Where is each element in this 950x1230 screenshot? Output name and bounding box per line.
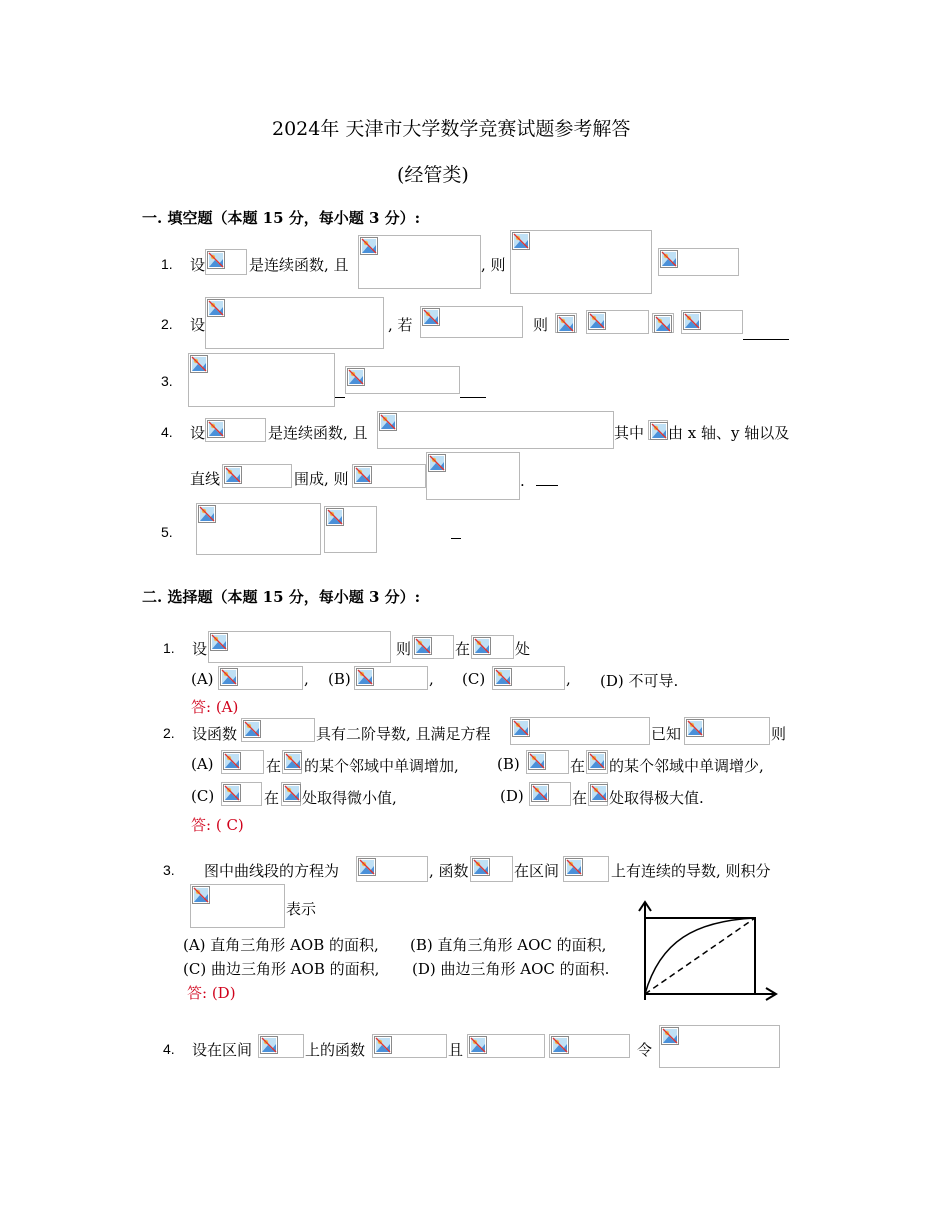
question-text: 是连续函数, 且 (268, 424, 368, 442)
formula-image (356, 856, 428, 882)
question-text: 上的函数 (305, 1041, 366, 1059)
broken-image-icon (283, 784, 301, 802)
question-number: 3. (163, 862, 175, 878)
broken-image-icon (356, 668, 374, 686)
formula-image (258, 1034, 304, 1058)
formula-image (218, 666, 303, 690)
broken-image-icon (207, 251, 225, 269)
broken-image-icon (473, 637, 491, 655)
diagonal-dashed-line (645, 918, 755, 994)
question-number: 5. (161, 524, 173, 540)
question-text: 则 (396, 640, 412, 658)
question-text: 由 x 轴、y 轴以及 (668, 424, 790, 442)
formula-image (659, 1025, 780, 1068)
formula-image (467, 1034, 545, 1058)
formula-image (529, 782, 571, 806)
page-title: 2024年 天津市大学数学竞赛试题参考解答 (272, 118, 631, 140)
formula-image (420, 306, 523, 338)
question-number: 1. (163, 640, 175, 656)
broken-image-icon (557, 315, 575, 333)
question-text: 处 (515, 640, 531, 658)
curve-figure (630, 896, 782, 1006)
question-text: 已知 (651, 725, 682, 743)
question-number: 2. (163, 725, 175, 741)
section-heading-multiple-choice: 二. 选择题（本题 15 分，每小题 3 分）: (142, 588, 421, 606)
formula-image (658, 248, 739, 276)
formula-image (549, 1034, 630, 1058)
option-text: 处取得微小值, (302, 789, 397, 807)
formula-image (205, 418, 266, 442)
formula-image (684, 717, 770, 745)
broken-image-icon (360, 237, 378, 255)
formula-image (324, 506, 377, 553)
question-text: 在 (455, 640, 471, 658)
question-text: , 若 (388, 316, 413, 334)
answer-text: 答: (A) (191, 698, 239, 716)
formula-image (510, 717, 650, 745)
question-text: 是连续函数, 且 (249, 256, 349, 274)
formula-image (205, 297, 384, 349)
broken-image-icon (551, 1036, 569, 1054)
formula-image (526, 750, 569, 774)
formula-image (681, 310, 743, 334)
formula-image (196, 503, 321, 555)
question-text: , 函数 (429, 862, 469, 880)
formula-image (372, 1034, 447, 1058)
question-text: 其中 (614, 424, 645, 442)
answer-text: 答: ( C) (191, 816, 244, 834)
question-text: 上有连续的导数, 则积分 (611, 862, 771, 880)
broken-image-icon (531, 784, 549, 802)
broken-image-icon (686, 719, 704, 737)
broken-image-icon (210, 633, 228, 651)
question-text: 令 (637, 1041, 653, 1059)
question-text: 则 (771, 725, 787, 743)
broken-image-icon (374, 1036, 392, 1054)
formula-image (652, 313, 674, 333)
formula-image (282, 750, 302, 774)
broken-image-icon (588, 312, 606, 330)
broken-image-icon (260, 1036, 278, 1054)
broken-image-icon (326, 508, 344, 526)
question-text: 则 (533, 316, 549, 334)
broken-image-icon (469, 1036, 487, 1054)
formula-image (354, 666, 428, 690)
option-a-label: (A) 直角三角形 AOB 的面积, (183, 936, 379, 954)
formula-image (345, 366, 460, 394)
option-text: 在 (570, 757, 586, 775)
broken-image-icon (224, 466, 242, 484)
question-text: 设 (192, 640, 208, 658)
broken-image-icon (512, 232, 530, 250)
formula-image (377, 411, 614, 449)
formula-image (648, 420, 668, 440)
formula-image (352, 464, 426, 488)
formula-image (426, 452, 520, 500)
broken-image-icon (472, 858, 490, 876)
question-number: 4. (161, 424, 173, 440)
option-d-label: (D) (500, 787, 524, 805)
broken-image-icon (588, 752, 606, 770)
broken-image-icon (650, 422, 668, 440)
question-text: 图中曲线段的方程为 (204, 862, 340, 880)
question-text: 设 (190, 424, 206, 442)
formula-image (221, 750, 264, 774)
option-text: 的某个邻域中单调增少, (609, 757, 764, 775)
question-number: 4. (163, 1041, 175, 1057)
formula-image (241, 718, 315, 742)
formula-image (555, 313, 577, 333)
broken-image-icon (207, 299, 225, 317)
question-text: 在区间 (514, 862, 560, 880)
formula-image (588, 782, 608, 806)
broken-image-icon (223, 752, 241, 770)
question-text: 设在区间 (192, 1041, 253, 1059)
option-a-label: (A) (191, 755, 214, 773)
broken-image-icon (379, 413, 397, 431)
broken-image-icon (428, 454, 446, 472)
broken-image-icon (190, 355, 208, 373)
separator: , (566, 670, 571, 688)
broken-image-icon (207, 420, 225, 438)
answer-blank (335, 397, 345, 398)
broken-image-icon (494, 668, 512, 686)
broken-image-icon (654, 315, 672, 333)
formula-image (412, 635, 454, 659)
formula-image (586, 310, 649, 334)
question-number: 1. (161, 256, 173, 272)
option-text: 在 (572, 789, 588, 807)
broken-image-icon (223, 784, 241, 802)
formula-image (358, 235, 481, 289)
question-text: 设函数 (192, 725, 238, 743)
answer-text: 答: (D) (187, 984, 236, 1002)
broken-image-icon (422, 308, 440, 326)
broken-image-icon (590, 784, 608, 802)
formula-image (471, 635, 514, 659)
option-text: 在 (266, 757, 282, 775)
formula-image (190, 884, 285, 928)
option-a-label: (A) (191, 670, 214, 688)
section-heading-fill-in: 一. 填空题（本题 15 分，每小题 3 分）: (142, 209, 421, 227)
separator: , (304, 670, 309, 688)
question-text: , 则 (481, 256, 506, 274)
formula-image (222, 464, 292, 488)
question-text: . (520, 472, 525, 490)
broken-image-icon (354, 466, 372, 484)
option-b-label: (B) (497, 755, 520, 773)
option-c-label: (C) (462, 670, 486, 688)
option-text: 处取得极大值. (609, 789, 704, 807)
broken-image-icon (192, 886, 210, 904)
question-text: 表示 (286, 900, 317, 918)
broken-image-icon (660, 250, 678, 268)
question-text: 具有二阶导数, 且满足方程 (316, 725, 491, 743)
question-text: 围成, 则 (294, 470, 349, 488)
option-d-label: (D) 曲边三角形 AOC 的面积. (412, 960, 610, 978)
formula-image (586, 750, 608, 774)
broken-image-icon (243, 720, 261, 738)
option-text: 在 (264, 789, 280, 807)
formula-image (188, 353, 335, 407)
broken-image-icon (661, 1027, 679, 1045)
question-number: 2. (161, 316, 173, 332)
answer-blank (536, 485, 558, 486)
broken-image-icon (683, 312, 701, 330)
option-b-label: (B) 直角三角形 AOC 的面积, (410, 936, 607, 954)
broken-image-icon (284, 752, 302, 770)
option-b-label: (B) (328, 670, 351, 688)
answer-blank (451, 538, 461, 539)
formula-image (563, 856, 609, 882)
formula-image (205, 249, 247, 275)
question-text: 且 (448, 1041, 464, 1059)
option-text: 的某个邻域中单调增加, (304, 757, 459, 775)
option-c-label: (C) 曲边三角形 AOB 的面积, (183, 960, 380, 978)
page-subtitle: (经管类) (397, 164, 469, 186)
broken-image-icon (347, 368, 365, 386)
separator: , (429, 670, 434, 688)
broken-image-icon (528, 752, 546, 770)
answer-blank (460, 397, 486, 398)
question-text: 直线 (190, 470, 221, 488)
formula-image (510, 230, 652, 294)
broken-image-icon (220, 668, 238, 686)
formula-image (208, 631, 391, 663)
question-text: 设 (190, 256, 206, 274)
formula-image (470, 856, 513, 882)
broken-image-icon (358, 858, 376, 876)
broken-image-icon (198, 505, 216, 523)
option-d-label: (D) 不可导. (600, 672, 679, 690)
answer-blank (743, 339, 789, 340)
formula-image (221, 782, 262, 806)
broken-image-icon (414, 637, 432, 655)
option-c-label: (C) (191, 787, 215, 805)
question-text: 设 (190, 316, 206, 334)
question-number: 3. (161, 373, 173, 389)
formula-image (492, 666, 565, 690)
broken-image-icon (565, 858, 583, 876)
formula-image (281, 782, 301, 806)
broken-image-icon (512, 719, 530, 737)
